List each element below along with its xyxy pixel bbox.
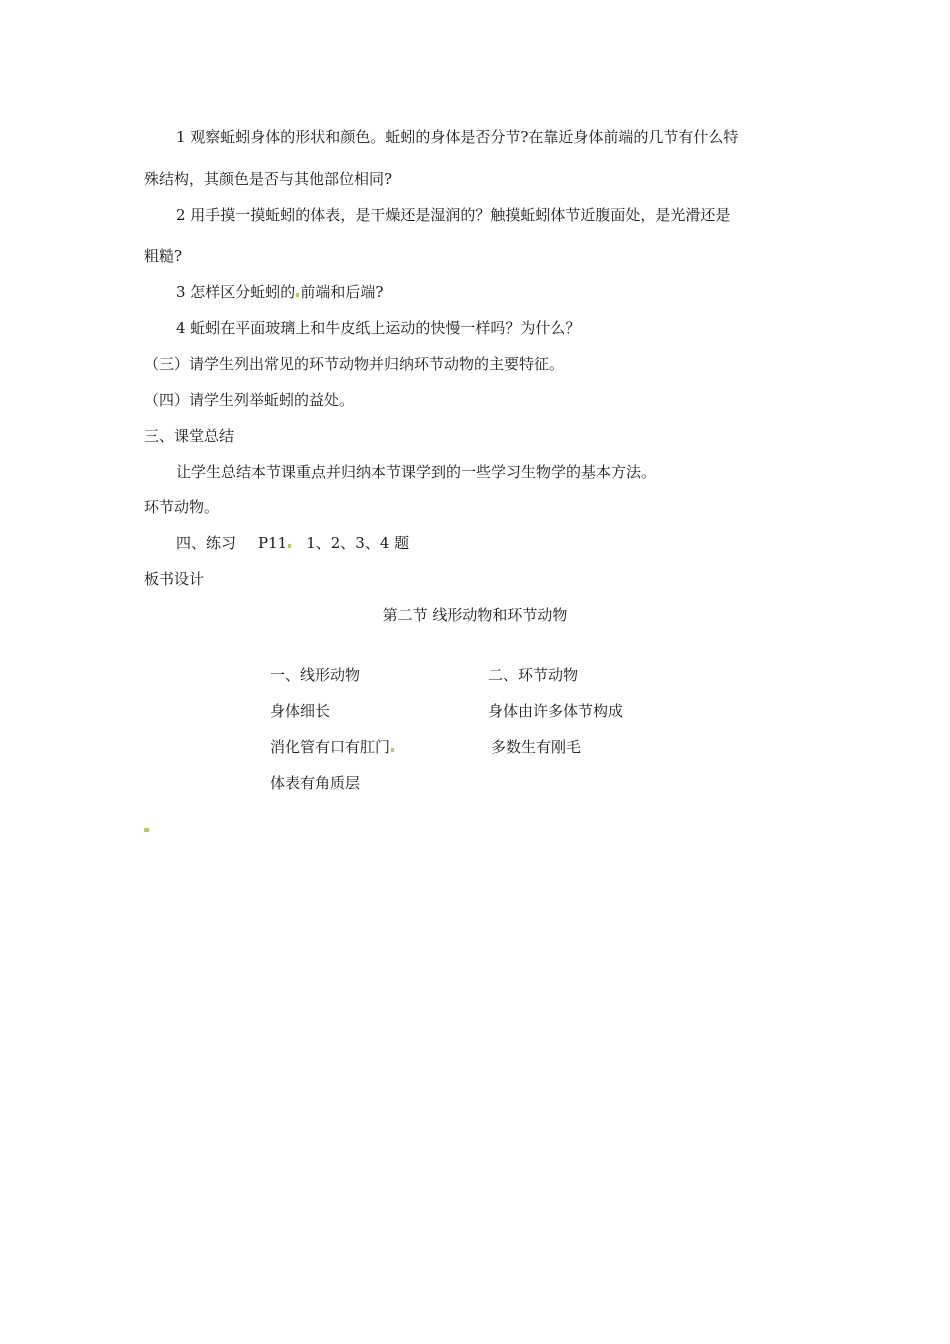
question-2-line-1: 2 用手摸一摸蚯蚓的体表，是干燥还是湿润的？触摸蚯蚓体节近腹面处，是光滑还是 (176, 206, 731, 224)
stray-mark (144, 828, 149, 832)
board-left-item-3: 体表有角质层 (270, 774, 361, 792)
summary-text: 让学生总结本节课重点并归纳本节课学到的一些学习生物学的基本方法。 (176, 463, 657, 481)
board-left-heading: 一、线形动物 (270, 666, 361, 684)
board-left-item-2 (270, 737, 395, 757)
question-2-line-2: 粗糙? (144, 247, 183, 265)
board-right-item-2: 多数生有刚毛 (491, 738, 582, 756)
question-3-part-a: 3 怎样区分蚯蚓的 (176, 283, 296, 301)
board-left-item-1: 身体细长 (270, 702, 331, 720)
question-1-line-1: 1 观察蚯蚓身体的形状和颜色。蚯蚓的身体是否分节?在靠近身体前端的几节有什么特 (176, 128, 739, 146)
question-4: 4 蚯蚓在平面玻璃上和牛皮纸上运动的快慢一样吗？为什么？ (176, 319, 581, 337)
question-3 (176, 282, 383, 302)
board-right-heading: 二、环节动物 (488, 666, 579, 684)
summary-tail: 环节动物。 (144, 498, 220, 516)
board-heading: 板书设计 (144, 570, 205, 588)
board-right-item-1: 身体由许多体节构成 (488, 702, 624, 720)
practice-line (176, 533, 409, 553)
highlight-mark (296, 293, 299, 297)
question-1-line-2: 殊结构，其颜色是否与其他部位相同? (144, 170, 393, 188)
part-four: （四）请学生列举蚯蚓的益处。 (144, 391, 355, 409)
practice-items: 1、2、3、4 题 (306, 534, 410, 552)
board-left-item-2-text: 消化管有口有肛门 (270, 738, 391, 756)
practice-page: P11 (258, 534, 288, 552)
board-title: 第二节 线形动物和环节动物 (382, 606, 568, 624)
practice-label: 四、练习 (176, 534, 237, 552)
question-3-part-b: 前端和后端? (300, 283, 384, 301)
part-three: （三）请学生列出常见的环节动物并归纳环节动物的主要特征。 (144, 355, 565, 373)
highlight-mark (288, 544, 291, 548)
highlight-mark (391, 748, 394, 752)
summary-heading: 三、课堂总结 (144, 427, 235, 445)
